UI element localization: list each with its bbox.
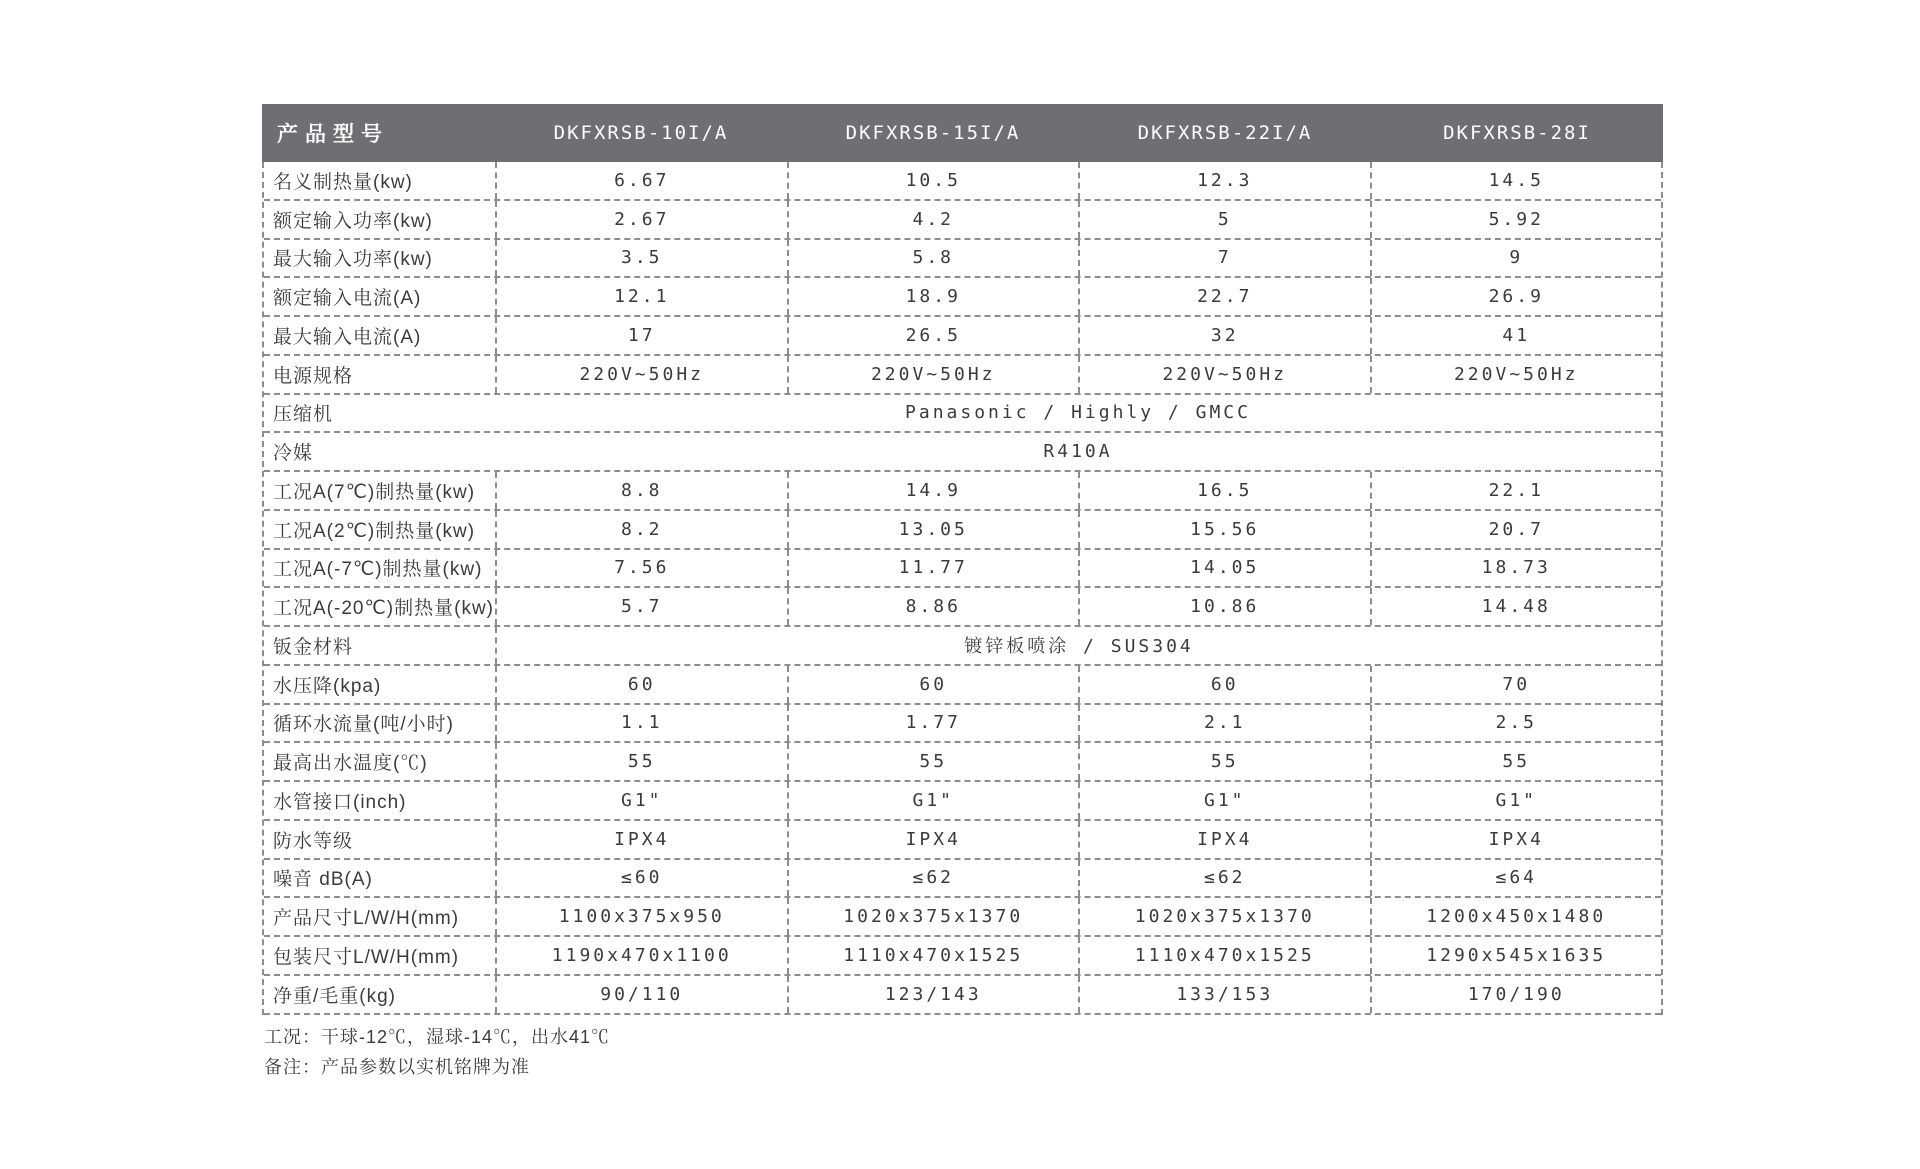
spec-cell: 26.9 <box>1370 278 1662 315</box>
spec-cell: 90/110 <box>495 976 787 1013</box>
spec-cell: G1" <box>1078 782 1370 819</box>
spec-row <box>264 240 1661 279</box>
spec-cell: 8.86 <box>787 588 1079 625</box>
spec-cell: 32 <box>1078 317 1370 354</box>
spec-cell: 18.73 <box>1370 550 1662 587</box>
spec-cell: 1.1 <box>495 705 787 742</box>
spec-cell: 3.5 <box>495 240 787 277</box>
row-label: 工况A(-7℃)制热量(kw) <box>273 559 483 581</box>
table-header-row <box>262 104 1663 162</box>
spec-cell: 1110x470x1525 <box>1078 937 1370 974</box>
spec-cell: 14.48 <box>1370 588 1662 625</box>
spec-cell: 220V~50Hz <box>787 356 1079 393</box>
spec-row <box>264 278 1661 317</box>
spec-cell: 1020x375x1370 <box>787 898 1079 935</box>
row-label: 压缩机 <box>273 404 334 426</box>
spec-cell: 1200x450x1480 <box>1370 898 1662 935</box>
spec-cell: 10.5 <box>787 162 1079 199</box>
header-model-1: DKFXRSB-10I/A <box>553 122 729 144</box>
spec-row <box>264 472 1661 511</box>
spec-cell: ≤64 <box>1370 860 1662 897</box>
spec-cell: 55 <box>495 743 787 780</box>
spec-cell: 170/190 <box>1370 976 1662 1013</box>
row-label: 冷媒 <box>273 443 314 465</box>
spec-cell: 12.1 <box>495 278 787 315</box>
spec-cell: 220V~50Hz <box>495 356 787 393</box>
spec-cell: 55 <box>1370 743 1662 780</box>
row-label: 噪音 dB(A) <box>273 869 373 891</box>
spec-cell: ≤60 <box>495 860 787 897</box>
spec-cell: 16.5 <box>1078 472 1370 509</box>
spec-cell: 5.8 <box>787 240 1079 277</box>
spec-row <box>264 743 1661 782</box>
spec-cell: 17 <box>495 317 787 354</box>
row-label: 水压降(kpa) <box>273 675 382 697</box>
spec-row <box>264 550 1661 589</box>
spec-row <box>264 356 1661 395</box>
spec-row <box>264 821 1661 860</box>
row-label: 工况A(-20℃)制热量(kw) <box>273 598 495 620</box>
spec-cell: 14.5 <box>1370 162 1662 199</box>
spec-cell: 4.2 <box>787 201 1079 238</box>
row-label: 净重/毛重(kg) <box>273 985 397 1007</box>
row-label: 钣金材料 <box>273 636 354 658</box>
spec-cell: IPX4 <box>1370 821 1662 858</box>
row-label: 额定输入功率(kw) <box>273 210 433 232</box>
spec-cell: 123/143 <box>787 976 1079 1013</box>
spec-cell: ≤62 <box>1078 860 1370 897</box>
spec-row <box>264 937 1661 976</box>
spec-cell: 1110x470x1525 <box>787 937 1079 974</box>
spec-cell: 6.67 <box>495 162 787 199</box>
row-span-value: Panasonic / Highly / GMCC <box>905 402 1251 424</box>
header-model-3: DKFXRSB-22I/A <box>1137 122 1313 144</box>
spec-cell: 60 <box>787 666 1079 703</box>
header-product-model-label: 产品型号 <box>277 123 389 146</box>
spec-cell: 70 <box>1370 666 1662 703</box>
spec-cell: 9 <box>1370 240 1662 277</box>
row-label: 水管接口(inch) <box>273 791 407 813</box>
row-label: 产品尺寸L/W/H(mm) <box>273 908 460 930</box>
spec-cell: 1.77 <box>787 705 1079 742</box>
spec-cell: 5.92 <box>1370 201 1662 238</box>
spec-cell: 11.77 <box>787 550 1079 587</box>
spec-cell: 133/153 <box>1078 976 1370 1013</box>
spec-cell: 8.2 <box>495 511 787 548</box>
spec-cell: 2.67 <box>495 201 787 238</box>
row-label: 工况A(2℃)制热量(kw) <box>273 520 476 542</box>
spec-row <box>264 395 1661 434</box>
spec-row <box>264 627 1661 666</box>
note-operating-condition: 工况：干球-12℃，湿球-14℃，出水41℃ <box>264 1027 611 1047</box>
row-label: 防水等级 <box>273 830 354 852</box>
spec-cell: 26.5 <box>787 317 1079 354</box>
spec-cell: G1" <box>787 782 1079 819</box>
spec-cell: 20.7 <box>1370 511 1662 548</box>
note-remark: 备注：产品参数以实机铭牌为准 <box>264 1057 530 1077</box>
product-spec-table <box>262 104 1663 1015</box>
spec-cell: IPX4 <box>1078 821 1370 858</box>
spec-cell: 220V~50Hz <box>1078 356 1370 393</box>
spec-row <box>264 898 1661 937</box>
spec-cell: 22.7 <box>1078 278 1370 315</box>
spec-cell: G1" <box>495 782 787 819</box>
spec-row <box>264 588 1661 627</box>
row-label: 包装尺寸L/W/H(mm) <box>273 946 460 968</box>
spec-cell: 8.8 <box>495 472 787 509</box>
spec-cell: 18.9 <box>787 278 1079 315</box>
spec-cell: 5.7 <box>495 588 787 625</box>
spec-row <box>264 976 1661 1015</box>
spec-cell: 12.3 <box>1078 162 1370 199</box>
row-span-value: R410A <box>1043 441 1113 463</box>
header-model-4: DKFXRSB-28I <box>1443 122 1591 144</box>
spec-row <box>264 162 1661 201</box>
spec-cell: 2.1 <box>1078 705 1370 742</box>
header-model-2: DKFXRSB-15I/A <box>845 122 1021 144</box>
spec-cell: 1190x470x1100 <box>495 937 787 974</box>
spec-cell: 1100x375x950 <box>495 898 787 935</box>
spec-cell: 7 <box>1078 240 1370 277</box>
row-label: 最高出水温度(℃) <box>273 753 428 775</box>
spec-cell: 22.1 <box>1370 472 1662 509</box>
spec-cell: 220V~50Hz <box>1370 356 1662 393</box>
row-label: 工况A(7℃)制热量(kw) <box>273 481 476 503</box>
spec-cell: 41 <box>1370 317 1662 354</box>
footnotes <box>264 1022 610 1082</box>
spec-cell: 13.05 <box>787 511 1079 548</box>
row-span-value: 镀锌板喷涂 / SUS304 <box>495 627 1661 664</box>
spec-cell: IPX4 <box>495 821 787 858</box>
spec-cell: 14.9 <box>787 472 1079 509</box>
spec-cell: 60 <box>1078 666 1370 703</box>
row-label: 最大输入电流(A) <box>273 326 422 348</box>
spec-cell: 60 <box>495 666 787 703</box>
row-label: 最大输入功率(kw) <box>273 249 433 271</box>
spec-cell: 55 <box>787 743 1079 780</box>
spec-cell: 1290x545x1635 <box>1370 937 1662 974</box>
spec-cell: G1" <box>1370 782 1662 819</box>
row-label: 电源规格 <box>273 365 354 387</box>
row-label: 名义制热量(kw) <box>273 171 413 193</box>
row-label: 循环水流量(吨/小时) <box>273 714 454 736</box>
spec-row <box>264 782 1661 821</box>
spec-cell: IPX4 <box>787 821 1079 858</box>
spec-cell: 55 <box>1078 743 1370 780</box>
spec-cell: 10.86 <box>1078 588 1370 625</box>
spec-row <box>264 433 1661 472</box>
spec-cell: 14.05 <box>1078 550 1370 587</box>
spec-cell: 7.56 <box>495 550 787 587</box>
spec-row <box>264 705 1661 744</box>
spec-cell: 5 <box>1078 201 1370 238</box>
spec-cell: 1020x375x1370 <box>1078 898 1370 935</box>
spec-row <box>264 201 1661 240</box>
table-body <box>262 162 1663 1015</box>
spec-row <box>264 666 1661 705</box>
spec-row <box>264 317 1661 356</box>
row-label: 额定输入电流(A) <box>273 288 422 310</box>
spec-row <box>264 860 1661 899</box>
spec-cell: ≤62 <box>787 860 1079 897</box>
spec-cell: 15.56 <box>1078 511 1370 548</box>
spec-cell: 2.5 <box>1370 705 1662 742</box>
spec-row <box>264 511 1661 550</box>
